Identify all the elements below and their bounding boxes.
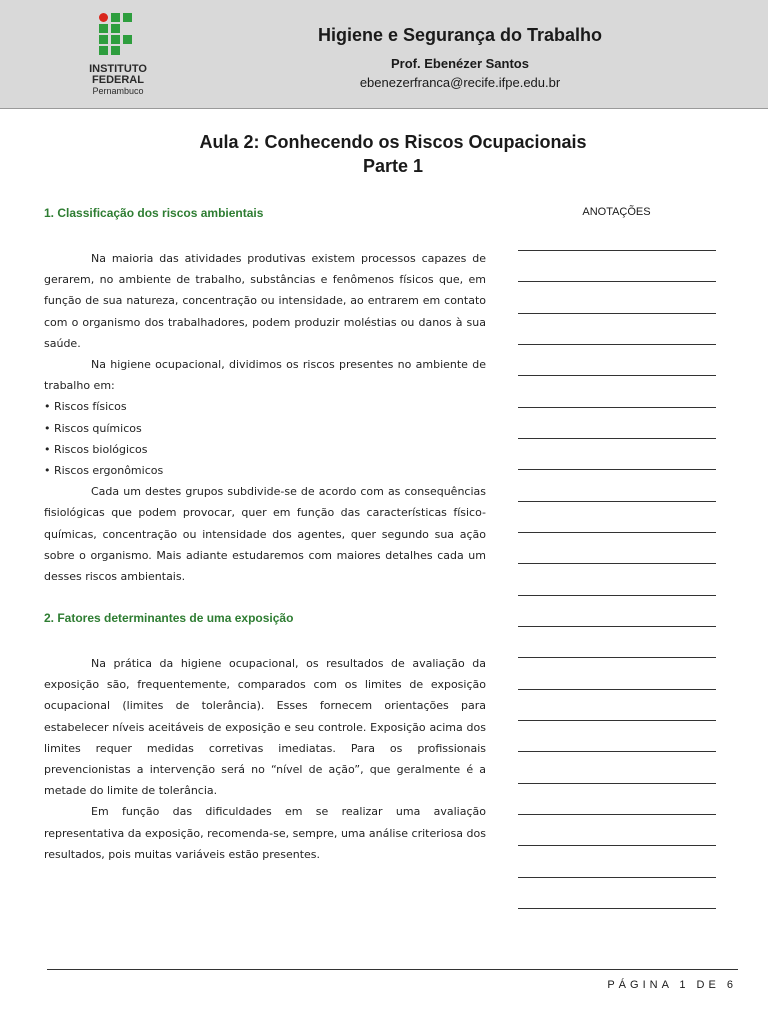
list-item-risk: • Riscos químicos	[44, 421, 142, 435]
notes-line	[518, 751, 716, 752]
section1-paragraph1: Na maioria das atividades produtivas existem processos capazes de gerarem, no ambiente de trabalho, substâncias e fenômenos físicos que, em função de sua natureza, concentração ou intensidade, ao entrarem em contato com o organismo dos trabalhadores, podem produzir moléstias ou danos à sua saúde.	[44, 252, 486, 350]
notes-line	[518, 438, 716, 439]
notes-line	[518, 783, 716, 784]
document-title-line2: Parte 1	[362, 156, 424, 176]
notes-line	[518, 407, 716, 408]
section1-heading: 1. Classificação dos riscos ambientais	[44, 206, 264, 220]
notes-line	[518, 532, 716, 533]
notes-line	[518, 344, 716, 345]
course-title: Higiene e Segurança do Trabalho	[317, 25, 603, 45]
list-item-risk: • Riscos físicos	[44, 400, 127, 414]
section2-paragraph1: Na prática da higiene ocupacional, os resultados de avaliação da exposição são, frequentemente, comparados com os limites de exposição ocupacional (limites de tolerância). Esses fornecem orientações para estabelecer níveis aceitáveis de exposição e seu controle. Exposição acima dos limites requer medidas corretivas imediatas. Para os profissionais prevencionistas a intervenção será no “nível de ação”, que geralmente é a metade do limite de tolerância.	[44, 657, 486, 798]
notes-line	[518, 908, 716, 909]
notes-line	[518, 563, 716, 564]
document-title	[0, 130, 768, 178]
notes-line	[518, 250, 716, 251]
document-title-line1: Aula 2: Conhecendo os Riscos Ocupacionais	[199, 132, 587, 152]
notes-line	[518, 877, 716, 878]
notes-line	[518, 657, 716, 658]
notes-line	[518, 313, 716, 314]
logo-text-pernambuco: Pernambuco	[92, 86, 144, 96]
professor-name: Prof. Ebenézer Santos	[391, 56, 529, 71]
notes-line	[518, 626, 716, 627]
section1-paragraph3: Cada um destes grupos subdivide-se de acordo com as consequências fisiológicas que podem provocar, quer em função das características físico-químicas, concentração ou intensidade dos agentes, quer segundo sua ação sobre o organismo. Mais adiante estudaremos com maiores detalhes cada um desses riscos ambientais.	[44, 485, 486, 584]
professor-email: ebenezerfranca@recife.ifpe.edu.br	[359, 75, 561, 90]
footer-divider	[47, 969, 738, 970]
notes-line	[518, 469, 716, 470]
notes-heading: ANOTAÇÕES	[582, 206, 651, 218]
section1-body	[44, 248, 486, 587]
logo-grid-icon	[99, 13, 135, 63]
section2-body	[44, 653, 486, 865]
notes-line	[518, 375, 716, 376]
notes-line	[518, 814, 716, 815]
section1-paragraph2: Na higiene ocupacional, dividimos os riscos presentes no ambiente de trabalho em:	[44, 358, 486, 393]
notes-line	[518, 845, 716, 846]
section2-paragraph2: Em função das dificuldades em se realizar uma avaliação representativa da exposição, recomenda-se, sempre, uma análise criteriosa dos resultados, pois muitas variáveis estão presentes.	[44, 805, 486, 861]
notes-line	[518, 689, 716, 690]
list-item-risk: • Riscos ergonômicos	[44, 464, 164, 478]
page-number: PÁGINA 1 DE 6	[607, 979, 737, 991]
logo-text-instituto: INSTITUTO	[89, 63, 147, 75]
section2-heading: 2. Fatores determinantes de uma exposição	[44, 611, 294, 625]
ifpe-logo	[78, 10, 158, 100]
list-item-risk: • Riscos biológicos	[44, 442, 148, 456]
notes-line	[518, 720, 716, 721]
notes-line	[518, 595, 716, 596]
page-header	[0, 0, 768, 109]
logo-text-federal: FEDERAL	[92, 74, 144, 86]
notes-line	[518, 281, 716, 282]
notes-line	[518, 501, 716, 502]
